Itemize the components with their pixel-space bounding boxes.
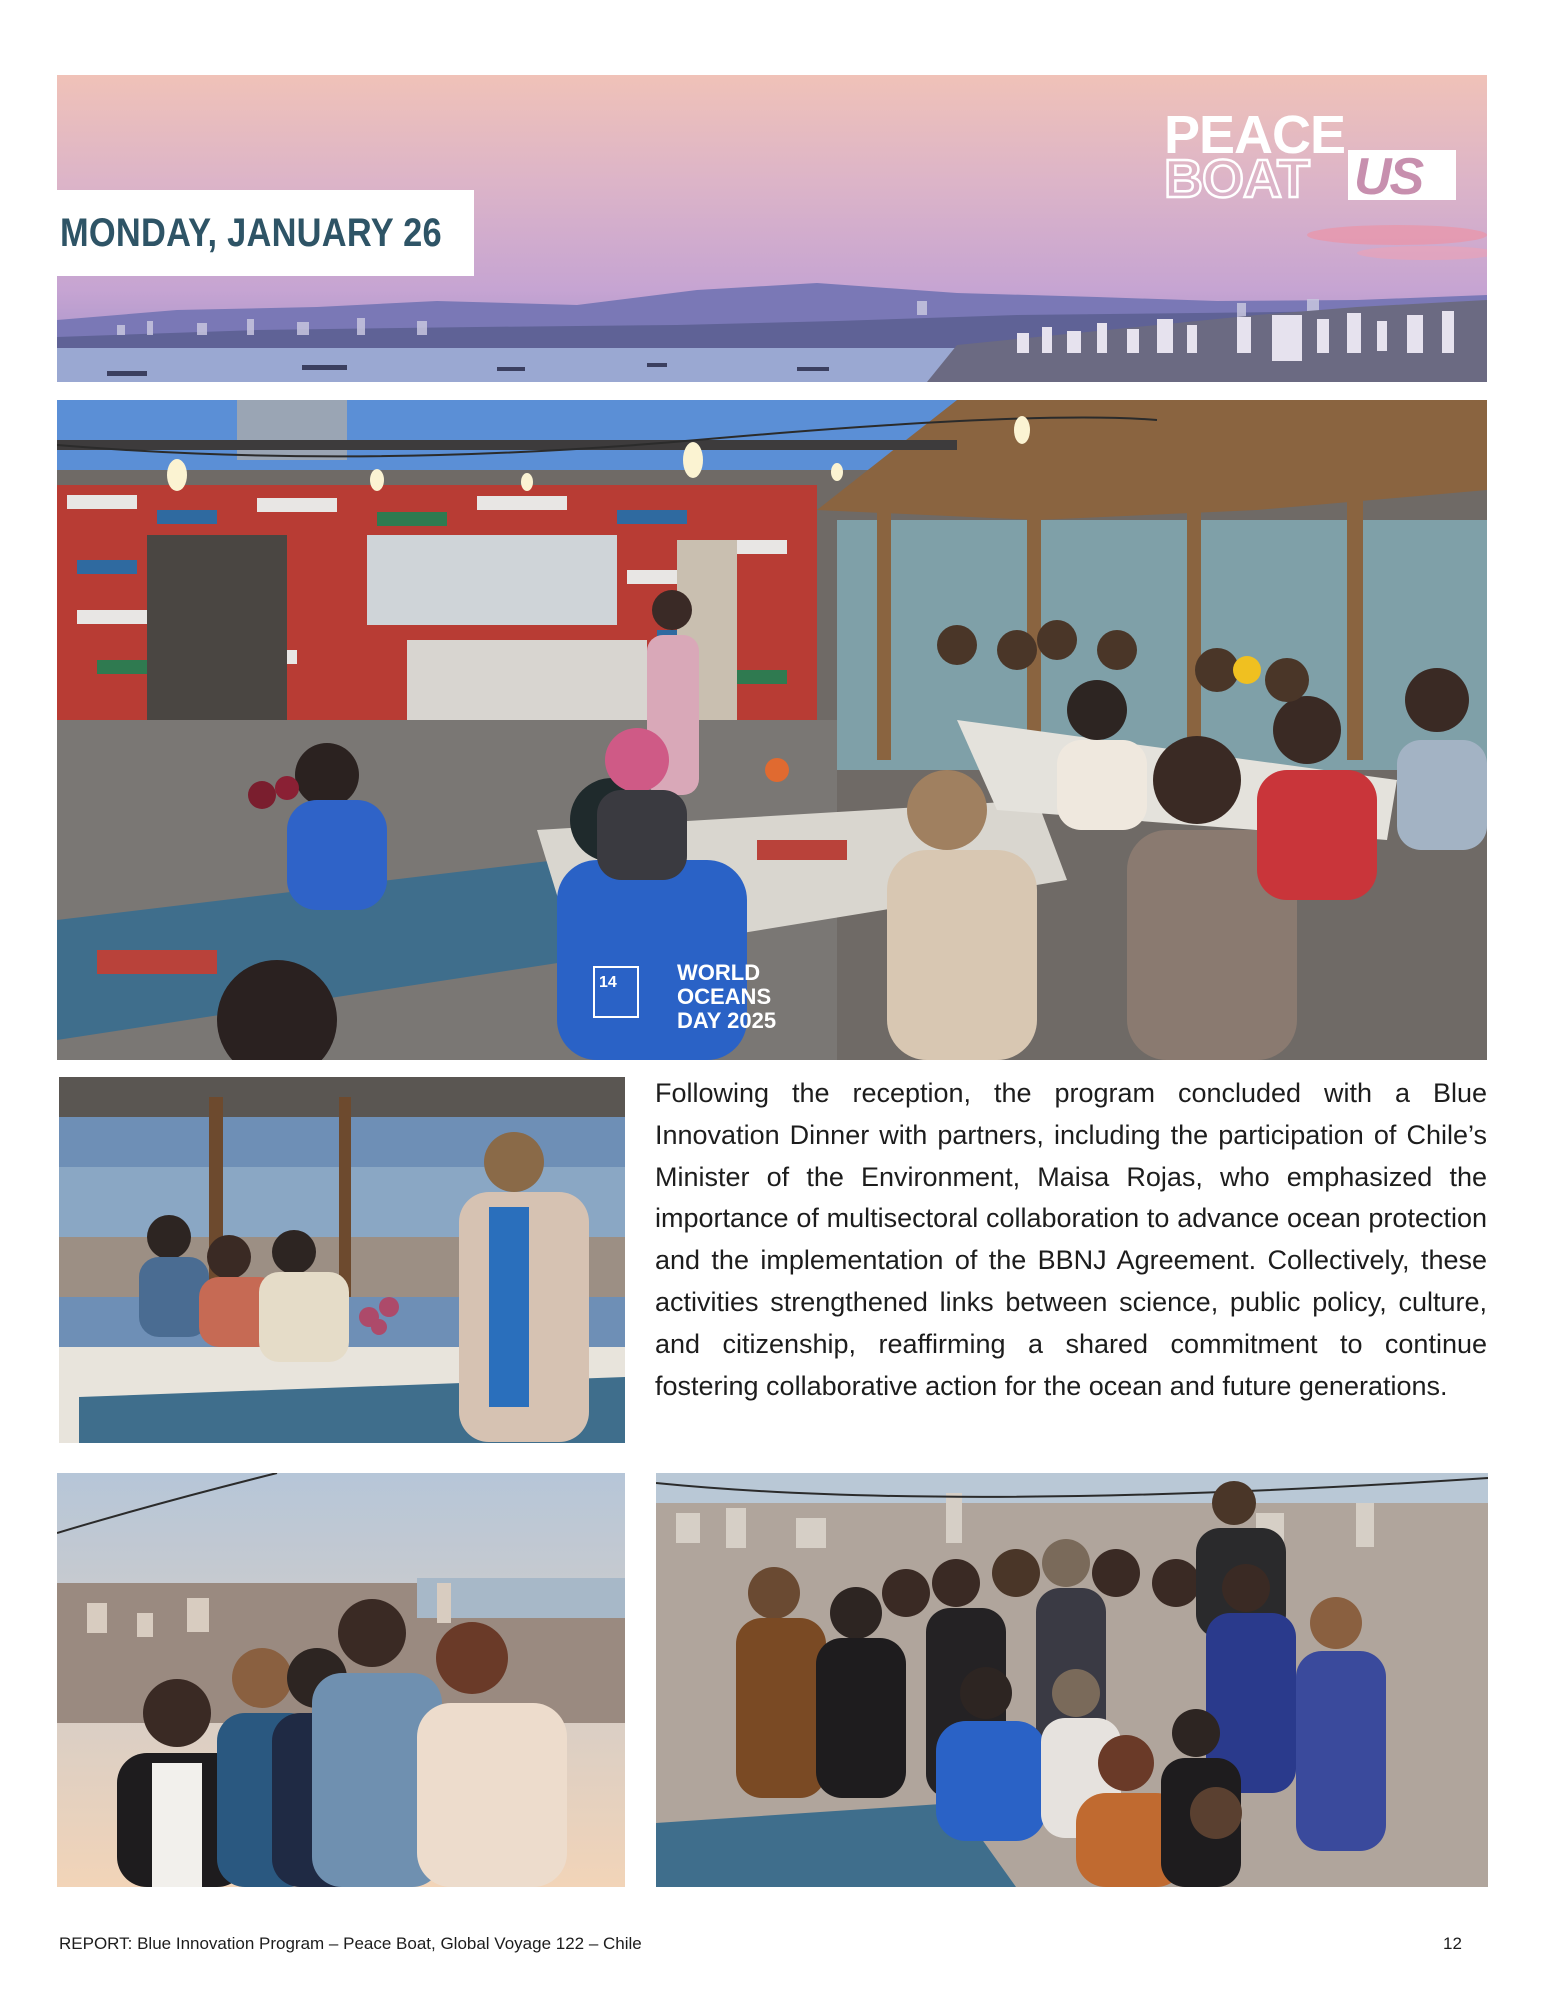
page-number: 12 (1443, 1934, 1462, 1953)
logo-line-peace: PEACE (1164, 105, 1346, 165)
shirt-text-world: WORLD (677, 960, 761, 985)
footer-report-title: REPORT: Blue Innovation Program – Peace Boat, Global Voyage 122 – Chile (59, 1934, 642, 1953)
svg-text:OCEANS (677, 984, 771, 1009)
svg-text:WORLD (677, 960, 760, 985)
shirt-text-day: DAY 2025 (677, 1008, 777, 1033)
terrace-table-photo (59, 1077, 625, 1443)
logo-us-text: US (1354, 148, 1423, 206)
peace-boat-us-logo (1164, 105, 1454, 209)
dinner-photo-main (57, 400, 1487, 1060)
date-label-box (57, 190, 474, 276)
svg-text:14 (599, 974, 617, 991)
logo-us-badge (1348, 148, 1456, 206)
small-group-photo (57, 1473, 625, 1887)
large-group-photo (656, 1473, 1488, 1887)
svg-text:DAY 2025 (677, 1008, 776, 1033)
shirt-sdg-number: 14 (599, 974, 617, 991)
body-paragraph: Following the reception, the program concluded with a Blue Innovation Dinner with partners, including the participation of Chile’s Minister of the Environment, Maisa Rojas, who emphasized the importance of multisectoral collaboration to advance ocean protection and the implementation of the BBNJ Agreement. Collectively, these activities strengthened links between science, public policy, culture, and citizenship, reaffirming a shared commitment to continue fostering collaborative action for the ocean and future generations. (655, 1078, 1487, 1401)
shirt-text-oceans: OCEANS (677, 984, 772, 1009)
logo-line-boat: BOAT (1164, 149, 1309, 209)
date-heading: MONDAY, JANUARY 26 (60, 210, 442, 255)
